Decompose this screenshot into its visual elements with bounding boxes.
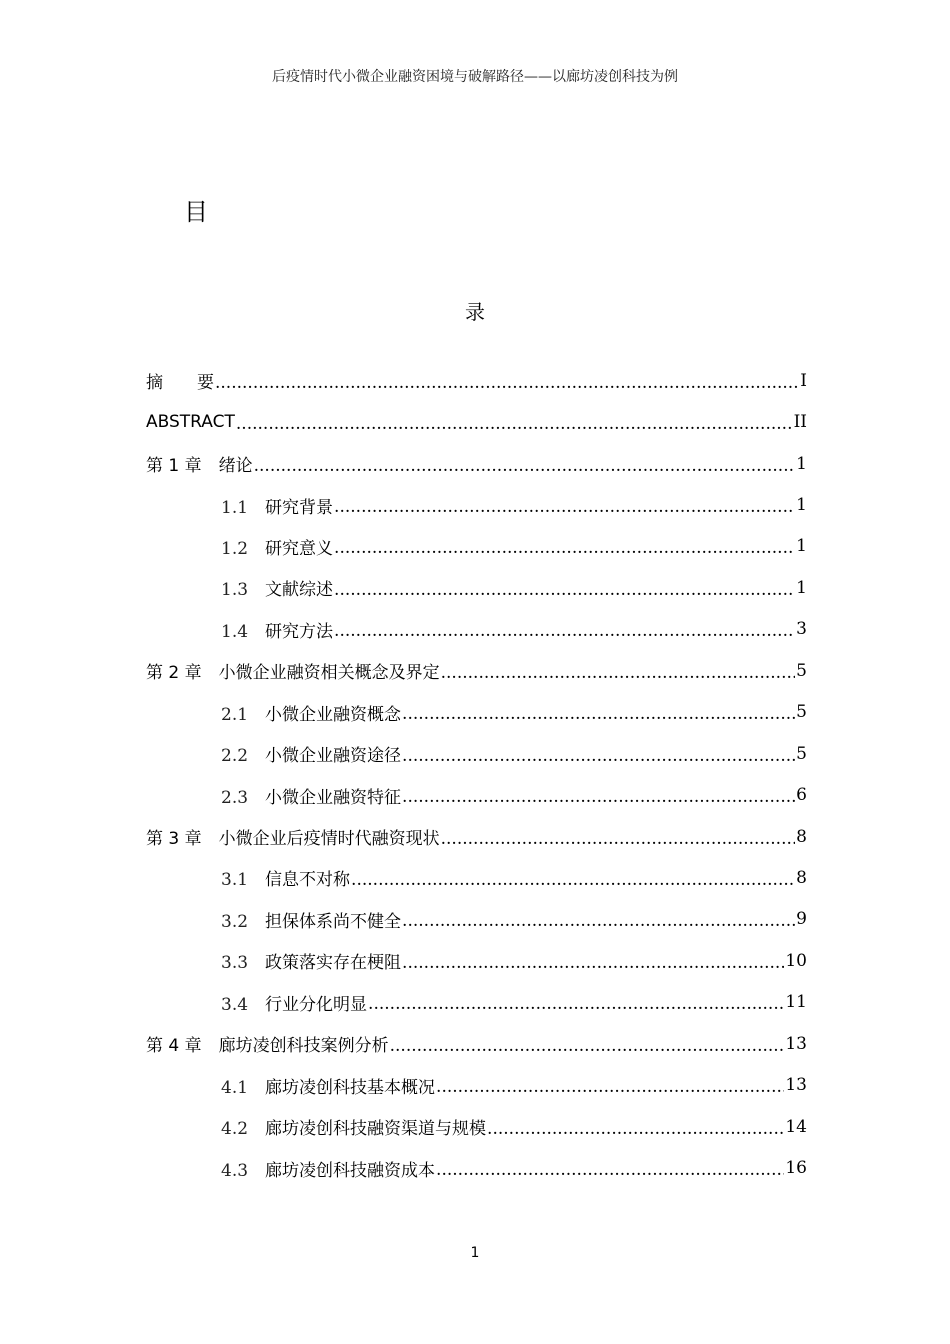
toc-entry-number: 1.1 xyxy=(221,497,266,518)
toc-entry-number: ABSTRACT xyxy=(146,412,235,433)
toc-entry-number: 第 1 章 xyxy=(146,456,219,477)
toc-entry-page: 9 xyxy=(796,909,807,930)
toc-entry[interactable] xyxy=(146,609,807,650)
toc-entry-label: 小微企业融资途径 xyxy=(265,746,402,767)
toc-leader-dots xyxy=(334,497,795,517)
toc-entry-label: 廊坊凌创科技案例分析 xyxy=(218,1036,389,1057)
toc-entry[interactable] xyxy=(146,650,807,691)
toc-leader-dots xyxy=(334,621,795,641)
toc-entry-label: 小微企业后疫情时代融资现状 xyxy=(218,829,440,850)
toc-entry-number: 第 2 章 xyxy=(146,663,219,684)
toc-entry-page: 13 xyxy=(785,1033,807,1054)
toc-entry-page: 5 xyxy=(796,660,807,681)
toc-entry-page: 3 xyxy=(796,619,807,640)
toc-entry-number: 3.1 xyxy=(221,870,266,891)
toc-entry-number: 2.3 xyxy=(221,787,266,808)
toc-entry[interactable] xyxy=(146,526,807,567)
toc-entry[interactable] xyxy=(146,692,807,733)
toc-leader-dots xyxy=(441,663,796,683)
toc-entry-page: 13 xyxy=(785,1075,807,1096)
toc-leader-dots xyxy=(390,1036,785,1056)
toc-entry[interactable] xyxy=(146,484,807,525)
toc-entry[interactable] xyxy=(146,733,807,774)
toc-leader-dots xyxy=(402,746,795,766)
toc-leader-dots xyxy=(436,1160,784,1180)
toc-entry-label: 小微企业融资概念 xyxy=(265,704,402,725)
table-of-contents xyxy=(146,360,807,1189)
toc-leader-dots xyxy=(351,870,795,890)
toc-entry-number: 摘 要 xyxy=(146,373,214,394)
toc-entry[interactable] xyxy=(146,774,807,815)
toc-entry-number: 2.1 xyxy=(221,704,266,725)
toc-entry-label: 研究意义 xyxy=(265,538,334,559)
toc-entry[interactable] xyxy=(146,1147,807,1188)
toc-leader-dots xyxy=(441,829,796,849)
toc-leader-dots xyxy=(368,994,784,1014)
toc-entry-number: 1.4 xyxy=(221,621,266,642)
toc-entry[interactable] xyxy=(146,443,807,484)
toc-leader-dots xyxy=(436,1077,784,1097)
toc-entry-number: 3.2 xyxy=(221,911,266,932)
toc-entry-number: 1.2 xyxy=(221,538,266,559)
toc-entry-page: II xyxy=(793,412,807,433)
toc-entry[interactable] xyxy=(146,401,807,442)
toc-entry-number: 4.3 xyxy=(221,1160,266,1181)
toc-entry-page: 8 xyxy=(796,867,807,888)
toc-leader-dots xyxy=(402,911,795,931)
toc-leader-dots xyxy=(487,1119,784,1139)
toc-entry-number: 3.3 xyxy=(221,953,266,974)
toc-entry-page: 5 xyxy=(796,702,807,723)
toc-entry-page: 16 xyxy=(785,1158,807,1179)
toc-entry-page: 1 xyxy=(796,536,807,557)
toc-leader-dots xyxy=(402,953,784,973)
toc-entry[interactable] xyxy=(146,816,807,857)
toc-entry-label: 信息不对称 xyxy=(265,870,351,891)
toc-entry-page: 10 xyxy=(785,950,807,971)
toc-entry-label: 行业分化明显 xyxy=(265,994,368,1015)
toc-entry-number: 3.4 xyxy=(221,994,266,1015)
toc-leader-dots xyxy=(402,787,795,807)
toc-entry-page: 14 xyxy=(785,1116,807,1137)
toc-leader-dots xyxy=(402,704,795,724)
toc-entry[interactable] xyxy=(146,857,807,898)
toc-entry[interactable] xyxy=(146,1106,807,1147)
toc-entry-label: 廊坊凌创科技基本概况 xyxy=(265,1077,436,1098)
toc-title-part1: 目 xyxy=(184,198,208,226)
running-header: 后疫情时代小微企业融资困境与破解路径——以廊坊凌创科技为例 xyxy=(272,69,678,85)
toc-entry-label: 研究方法 xyxy=(265,621,334,642)
toc-entry[interactable] xyxy=(146,360,807,401)
toc-entry-number: 4.1 xyxy=(221,1077,266,1098)
toc-entry[interactable] xyxy=(146,1023,807,1064)
toc-entry[interactable] xyxy=(146,899,807,940)
toc-leader-dots xyxy=(334,538,795,558)
toc-leader-dots xyxy=(334,580,795,600)
toc-entry-number: 2.2 xyxy=(221,746,266,767)
toc-title-part2: 录 xyxy=(465,300,485,324)
toc-entry-label: 政策落实存在梗阻 xyxy=(265,953,402,974)
toc-entry-page: 6 xyxy=(796,785,807,806)
toc-entry-number: 4.2 xyxy=(221,1119,266,1140)
page-number: 1 xyxy=(470,1245,480,1261)
toc-entry-page: I xyxy=(800,370,807,391)
toc-entry-label: 小微企业融资相关概念及界定 xyxy=(218,663,440,684)
toc-entry-label: 廊坊凌创科技融资成本 xyxy=(265,1160,436,1181)
toc-entry-page: 8 xyxy=(796,826,807,847)
toc-entry-label: 担保体系尚不健全 xyxy=(265,911,402,932)
toc-entry-number: 第 4 章 xyxy=(146,1036,219,1057)
toc-entry-page: 1 xyxy=(796,453,807,474)
toc-entry-label: 研究背景 xyxy=(265,497,334,518)
toc-entry-page: 5 xyxy=(796,743,807,764)
toc-leader-dots xyxy=(254,456,796,476)
toc-entry-number: 1.3 xyxy=(221,580,266,601)
toc-entry-page: 11 xyxy=(785,992,807,1013)
toc-entry[interactable] xyxy=(146,982,807,1023)
toc-entry[interactable] xyxy=(146,1064,807,1105)
toc-leader-dots xyxy=(236,414,793,434)
toc-entry-label: 小微企业融资特征 xyxy=(265,787,402,808)
toc-entry-page: 1 xyxy=(796,577,807,598)
toc-entry-label: 文献综述 xyxy=(265,580,334,601)
toc-entry-page: 1 xyxy=(796,495,807,516)
toc-entry-label: 绪论 xyxy=(218,456,253,477)
toc-entry-number: 第 3 章 xyxy=(146,829,219,850)
toc-entry[interactable] xyxy=(146,567,807,608)
toc-leader-dots xyxy=(215,373,799,393)
toc-entry-label: 廊坊凌创科技融资渠道与规模 xyxy=(265,1119,487,1140)
toc-entry[interactable] xyxy=(146,940,807,981)
